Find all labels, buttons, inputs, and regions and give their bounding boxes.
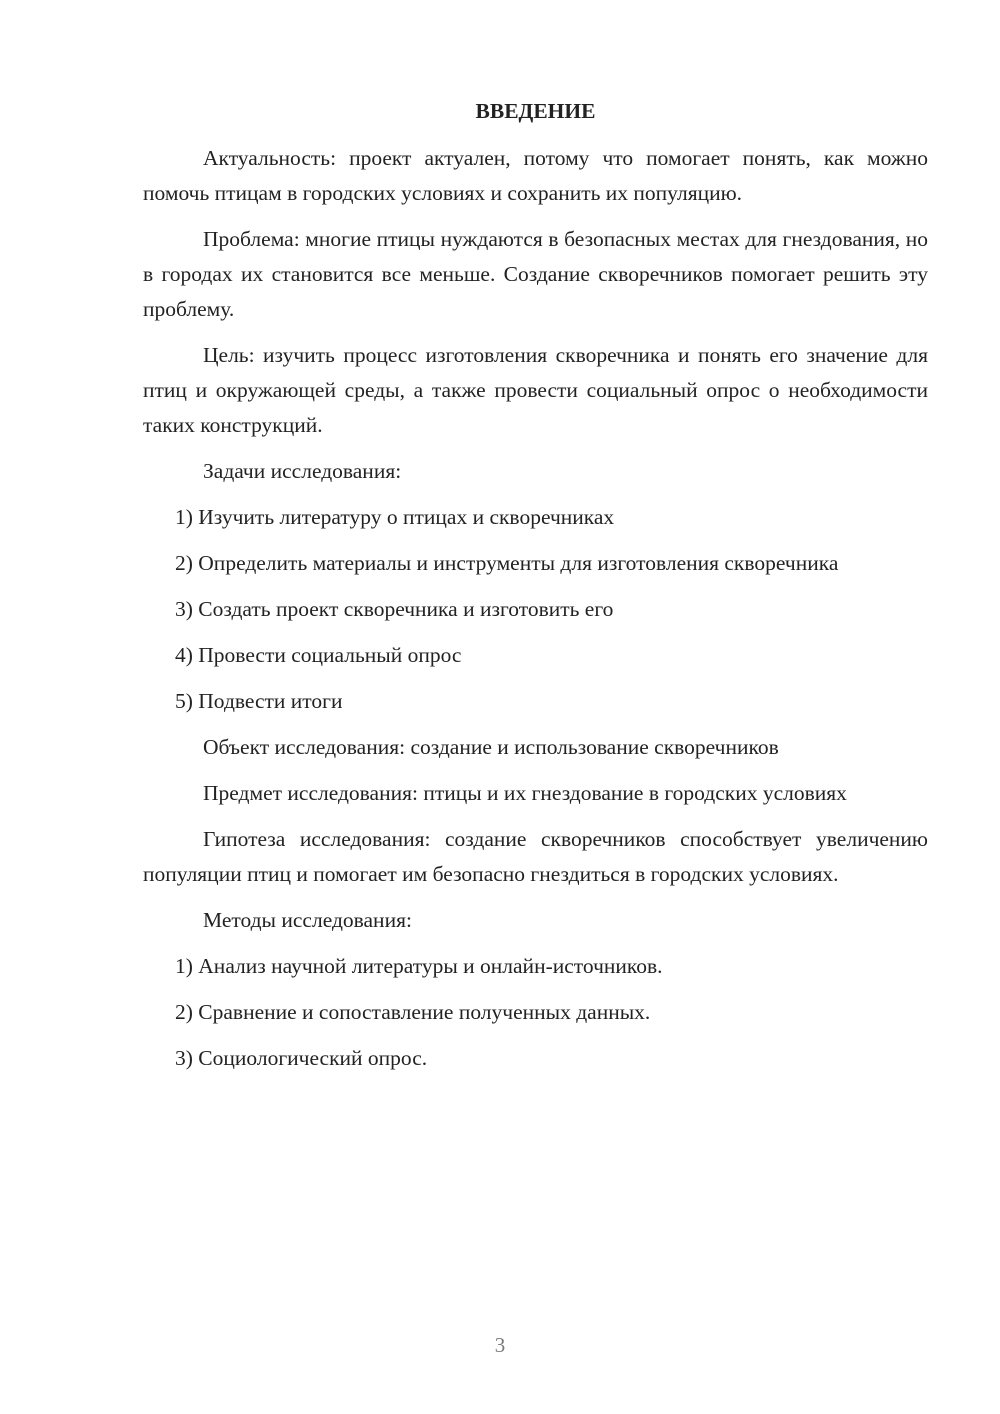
relevance-paragraph: Актуальность: проект актуален, потому что помогает понять, как можно помочь птицам в городских условиях и сохранить их популяцию. — [143, 146, 928, 205]
goal-paragraph: Цель: изучить процесс изготовления скворечника и понять его значение для птиц и окружающей среды, а также провести социальный опрос о необходимости таких конструкций. — [143, 343, 928, 437]
task-item: 5) Подвести итоги — [175, 689, 343, 713]
method-item: 2) Сравнение и сопоставление полученных данных. — [175, 1000, 651, 1024]
methods-heading: Методы исследования: — [203, 908, 412, 932]
task-item: 3) Создать проект скворечника и изготовить его — [175, 597, 614, 621]
page-title: ВВЕДЕНИЕ — [475, 99, 596, 123]
task-item: 4) Провести социальный опрос — [175, 643, 462, 667]
page-content — [143, 94, 928, 1087]
method-item: 1) Анализ научной литературы и онлайн-источников. — [175, 954, 663, 978]
methods-list — [143, 949, 928, 1076]
object-paragraph: Объект исследования: создание и использование скворечников — [203, 735, 779, 759]
tasks-heading: Задачи исследования: — [203, 459, 402, 483]
hypothesis-paragraph: Гипотеза исследования: создание скворечников способствует увеличению популяции птиц и помогает им безопасно гнездиться в городских условиях. — [143, 827, 928, 886]
task-item: 1) Изучить литературу о птицах и скворечниках — [175, 505, 615, 529]
page-number: 3 — [494, 1333, 506, 1357]
problem-paragraph: Проблема: многие птицы нуждаются в безопасных местах для гнездования, но в городах их становится все меньше. Создание скворечников помогает решить эту проблему. — [143, 227, 928, 321]
task-item: 2) Определить материалы и инструменты для изготовления скворечника — [175, 551, 839, 575]
tasks-list — [143, 500, 928, 719]
subject-paragraph: Предмет исследования: птицы и их гнездование в городских условиях — [203, 781, 847, 805]
method-item: 3) Социологический опрос. — [175, 1046, 428, 1070]
